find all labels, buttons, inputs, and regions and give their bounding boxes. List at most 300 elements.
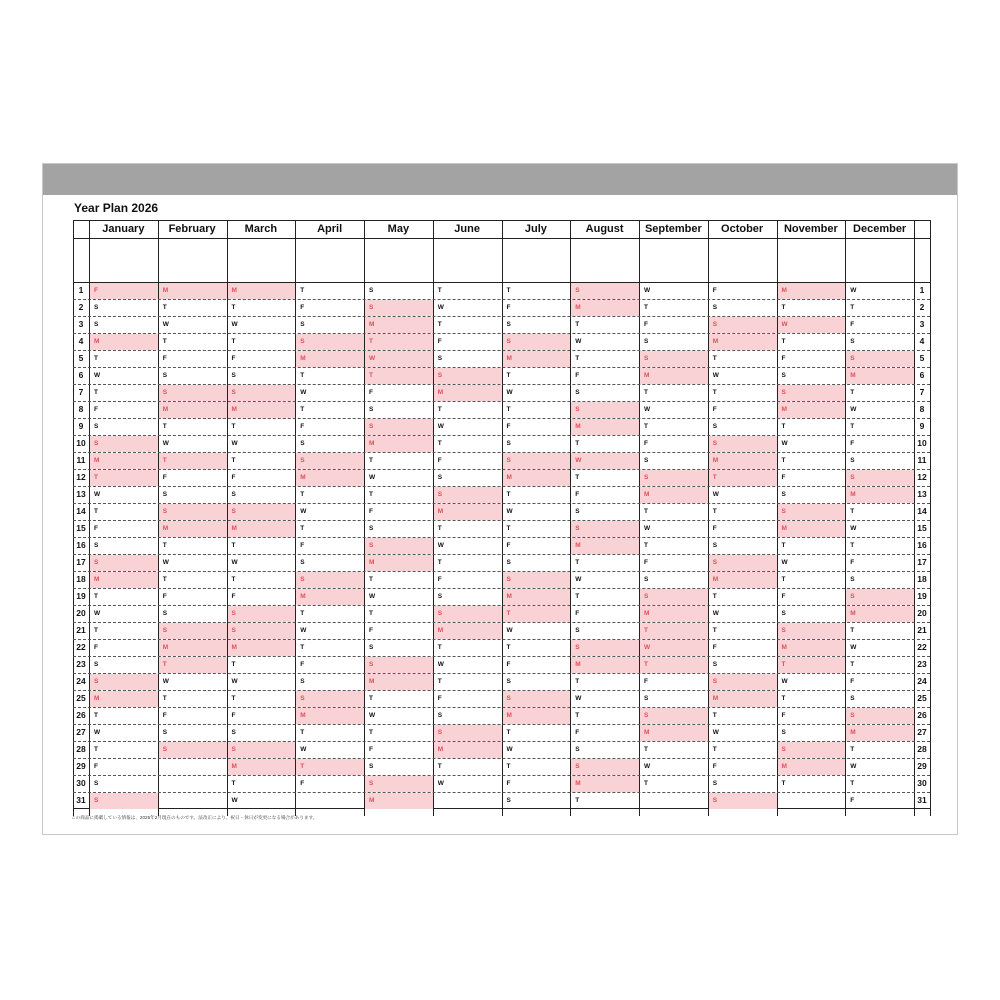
day-cell[interactable] [503,504,571,520]
day-cell[interactable] [228,385,296,401]
day-cell[interactable] [159,283,227,299]
day-cell[interactable] [90,674,158,690]
day-cell[interactable] [228,538,296,554]
day-cell[interactable] [90,283,158,299]
day-cell[interactable] [296,470,364,486]
day-cell[interactable] [159,334,227,350]
day-cell[interactable] [503,334,571,350]
day-cell[interactable] [571,589,639,605]
day-cell[interactable] [365,521,433,537]
day-cell[interactable] [228,300,296,316]
day-cell[interactable] [640,521,708,537]
day-cell[interactable] [503,742,571,758]
day-cell[interactable] [90,436,158,452]
day-cell[interactable] [365,368,433,384]
day-cell[interactable] [159,368,227,384]
day-cell[interactable] [778,487,846,503]
day-cell[interactable] [846,691,914,707]
day-cell[interactable] [778,691,846,707]
day-cell[interactable] [90,368,158,384]
day-cell[interactable] [503,317,571,333]
day-cell[interactable] [709,725,777,741]
day-cell[interactable] [778,572,846,588]
day-cell[interactable] [571,708,639,724]
day-cell[interactable] [228,470,296,486]
day-cell[interactable] [571,776,639,792]
day-cell[interactable] [846,504,914,520]
day-cell[interactable] [640,487,708,503]
day-cell[interactable] [365,793,433,809]
day-cell[interactable] [640,351,708,367]
day-cell[interactable] [709,334,777,350]
day-cell[interactable] [571,368,639,384]
day-cell[interactable] [228,368,296,384]
day-cell[interactable] [640,691,708,707]
day-cell[interactable] [434,402,502,418]
day-cell[interactable] [778,538,846,554]
day-cell[interactable] [159,572,227,588]
day-cell[interactable] [228,640,296,656]
day-cell[interactable] [846,555,914,571]
day-cell[interactable] [296,538,364,554]
day-cell[interactable] [846,283,914,299]
day-cell[interactable] [640,572,708,588]
day-cell[interactable] [228,742,296,758]
day-cell[interactable] [228,453,296,469]
day-cell[interactable] [709,521,777,537]
day-cell[interactable] [434,776,502,792]
day-cell[interactable] [90,793,158,809]
day-cell[interactable] [571,453,639,469]
day-cell[interactable] [503,436,571,452]
day-cell[interactable] [365,300,433,316]
day-cell[interactable] [778,419,846,435]
day-cell[interactable] [365,436,433,452]
day-cell[interactable] [846,623,914,639]
day-cell[interactable] [778,368,846,384]
day-cell[interactable] [365,606,433,622]
day-cell[interactable] [296,623,364,639]
day-cell[interactable] [365,453,433,469]
day-cell[interactable] [846,742,914,758]
day-cell[interactable] [778,657,846,673]
day-cell[interactable] [571,793,639,809]
day-cell[interactable] [846,640,914,656]
day-cell[interactable] [365,487,433,503]
day-cell[interactable] [846,368,914,384]
day-cell[interactable] [571,572,639,588]
day-cell[interactable] [709,691,777,707]
day-cell[interactable] [503,385,571,401]
day-cell[interactable] [571,691,639,707]
day-cell[interactable] [434,759,502,775]
day-cell[interactable] [296,300,364,316]
day-cell[interactable] [709,385,777,401]
day-cell[interactable] [296,606,364,622]
day-cell[interactable] [709,572,777,588]
day-cell[interactable] [90,351,158,367]
day-cell[interactable] [296,572,364,588]
day-cell[interactable] [434,436,502,452]
day-cell[interactable] [778,640,846,656]
day-cell[interactable] [434,708,502,724]
day-cell[interactable] [503,589,571,605]
day-cell[interactable] [571,351,639,367]
day-cell[interactable] [296,742,364,758]
day-cell[interactable] [159,623,227,639]
day-cell[interactable] [90,776,158,792]
day-cell[interactable] [90,470,158,486]
day-cell[interactable] [709,776,777,792]
day-cell[interactable] [778,504,846,520]
day-cell[interactable] [640,776,708,792]
day-cell[interactable] [90,487,158,503]
day-cell[interactable] [571,606,639,622]
day-cell[interactable] [640,657,708,673]
day-cell[interactable] [434,606,502,622]
day-cell[interactable] [365,419,433,435]
day-cell[interactable] [846,538,914,554]
day-cell[interactable] [640,470,708,486]
day-cell[interactable] [778,453,846,469]
day-cell[interactable] [159,351,227,367]
day-cell[interactable] [503,402,571,418]
day-cell[interactable] [90,334,158,350]
day-cell[interactable] [709,453,777,469]
day-cell[interactable] [159,555,227,571]
day-cell[interactable] [571,436,639,452]
day-cell[interactable] [159,640,227,656]
day-cell[interactable] [640,402,708,418]
day-cell[interactable] [159,453,227,469]
day-cell[interactable] [640,419,708,435]
day-cell[interactable] [228,793,296,809]
day-cell[interactable] [434,453,502,469]
day-cell[interactable] [503,708,571,724]
day-cell[interactable] [296,708,364,724]
day-cell[interactable] [571,317,639,333]
day-cell[interactable] [571,759,639,775]
day-cell[interactable] [778,674,846,690]
day-cell[interactable] [503,555,571,571]
day-cell[interactable] [159,300,227,316]
day-cell[interactable] [296,283,364,299]
day-cell[interactable] [228,283,296,299]
day-cell[interactable] [846,793,914,809]
day-cell[interactable] [778,521,846,537]
day-cell[interactable] [365,555,433,571]
day-cell[interactable] [296,776,364,792]
day-cell[interactable] [159,538,227,554]
day-cell[interactable] [159,742,227,758]
day-cell[interactable] [296,504,364,520]
day-cell[interactable] [159,521,227,537]
day-cell[interactable] [434,385,502,401]
day-cell[interactable] [296,419,364,435]
day-cell[interactable] [228,623,296,639]
day-cell[interactable] [846,385,914,401]
day-cell[interactable] [571,674,639,690]
day-cell[interactable] [434,504,502,520]
day-cell[interactable] [846,334,914,350]
day-cell[interactable] [709,674,777,690]
day-cell[interactable] [503,657,571,673]
day-cell[interactable] [640,300,708,316]
day-cell[interactable] [365,283,433,299]
day-cell[interactable] [434,351,502,367]
day-cell[interactable] [640,453,708,469]
day-cell[interactable] [365,317,433,333]
day-cell[interactable] [503,691,571,707]
day-cell[interactable] [296,385,364,401]
day-cell[interactable] [503,351,571,367]
day-cell[interactable] [365,708,433,724]
day-cell[interactable] [778,402,846,418]
day-cell[interactable] [90,453,158,469]
day-cell[interactable] [709,759,777,775]
day-cell[interactable] [503,300,571,316]
day-cell[interactable] [228,725,296,741]
day-cell[interactable] [434,572,502,588]
day-cell[interactable] [365,640,433,656]
day-cell[interactable] [228,759,296,775]
day-cell[interactable] [228,334,296,350]
day-cell[interactable] [434,419,502,435]
day-cell[interactable] [778,334,846,350]
day-cell[interactable] [159,674,227,690]
day-cell[interactable] [778,589,846,605]
day-cell[interactable] [709,589,777,605]
day-cell[interactable] [159,657,227,673]
day-cell[interactable] [571,334,639,350]
day-cell[interactable] [846,487,914,503]
day-cell[interactable] [159,504,227,520]
day-cell[interactable] [434,300,502,316]
day-cell[interactable] [846,419,914,435]
day-cell[interactable] [434,555,502,571]
day-cell[interactable] [90,606,158,622]
day-cell[interactable] [640,623,708,639]
day-cell[interactable] [709,470,777,486]
day-cell[interactable] [571,385,639,401]
day-cell[interactable] [571,504,639,520]
day-cell[interactable] [90,402,158,418]
day-cell[interactable] [159,385,227,401]
day-cell[interactable] [846,708,914,724]
day-cell[interactable] [434,623,502,639]
day-cell[interactable] [296,759,364,775]
day-cell[interactable] [296,674,364,690]
day-cell[interactable] [365,776,433,792]
day-cell[interactable] [571,640,639,656]
day-cell[interactable] [846,776,914,792]
day-cell[interactable] [228,776,296,792]
day-cell[interactable] [228,402,296,418]
day-cell[interactable] [159,606,227,622]
day-cell[interactable] [571,283,639,299]
day-cell[interactable] [503,419,571,435]
day-cell[interactable] [90,419,158,435]
day-cell[interactable] [503,793,571,809]
day-cell[interactable] [640,708,708,724]
day-cell[interactable] [434,521,502,537]
day-cell[interactable] [365,742,433,758]
day-cell[interactable] [365,538,433,554]
day-cell[interactable] [846,589,914,605]
day-cell[interactable] [846,436,914,452]
day-cell[interactable] [709,555,777,571]
day-cell[interactable] [503,487,571,503]
day-cell[interactable] [778,623,846,639]
day-cell[interactable] [846,300,914,316]
day-cell[interactable] [228,419,296,435]
day-cell[interactable] [778,351,846,367]
day-cell[interactable] [640,555,708,571]
day-cell[interactable] [90,538,158,554]
day-cell[interactable] [571,657,639,673]
day-cell[interactable] [846,402,914,418]
day-cell[interactable] [90,708,158,724]
day-cell[interactable] [228,589,296,605]
day-cell[interactable] [778,385,846,401]
day-cell[interactable] [90,317,158,333]
day-cell[interactable] [90,300,158,316]
day-cell[interactable] [709,504,777,520]
day-cell[interactable] [571,538,639,554]
day-cell[interactable] [434,640,502,656]
day-cell[interactable] [159,725,227,741]
day-cell[interactable] [159,436,227,452]
day-cell[interactable] [571,300,639,316]
day-cell[interactable] [434,334,502,350]
day-cell[interactable] [640,640,708,656]
day-cell[interactable] [159,402,227,418]
day-cell[interactable] [90,725,158,741]
day-cell[interactable] [778,436,846,452]
day-cell[interactable] [365,470,433,486]
day-cell[interactable] [640,385,708,401]
day-cell[interactable] [503,606,571,622]
day-cell[interactable] [228,691,296,707]
day-cell[interactable] [296,334,364,350]
day-cell[interactable] [778,742,846,758]
day-cell[interactable] [709,419,777,435]
day-cell[interactable] [503,725,571,741]
day-cell[interactable] [503,470,571,486]
day-cell[interactable] [296,402,364,418]
day-cell[interactable] [640,368,708,384]
day-cell[interactable] [778,606,846,622]
day-cell[interactable] [365,572,433,588]
day-cell[interactable] [640,674,708,690]
day-cell[interactable] [434,283,502,299]
day-cell[interactable] [846,317,914,333]
day-cell[interactable] [296,368,364,384]
day-cell[interactable] [434,742,502,758]
day-cell[interactable] [709,640,777,656]
day-cell[interactable] [365,657,433,673]
day-cell[interactable] [365,402,433,418]
day-cell[interactable] [159,589,227,605]
day-cell[interactable] [228,674,296,690]
day-cell[interactable] [228,521,296,537]
day-cell[interactable] [503,640,571,656]
day-cell[interactable] [709,742,777,758]
day-cell[interactable] [228,555,296,571]
day-cell[interactable] [503,572,571,588]
day-cell[interactable] [365,759,433,775]
day-cell[interactable] [90,521,158,537]
day-cell[interactable] [296,317,364,333]
day-cell[interactable] [571,487,639,503]
day-cell[interactable] [640,589,708,605]
day-cell[interactable] [90,385,158,401]
day-cell[interactable] [709,708,777,724]
day-cell[interactable] [228,572,296,588]
day-cell[interactable] [571,725,639,741]
day-cell[interactable] [159,419,227,435]
day-cell[interactable] [778,759,846,775]
day-cell[interactable] [365,623,433,639]
day-cell[interactable] [90,742,158,758]
day-cell[interactable] [365,351,433,367]
day-cell[interactable] [434,538,502,554]
day-cell[interactable] [228,317,296,333]
day-cell[interactable] [90,504,158,520]
day-cell[interactable] [296,589,364,605]
day-cell[interactable] [571,402,639,418]
day-cell[interactable] [709,317,777,333]
day-cell[interactable] [228,487,296,503]
day-cell[interactable] [90,640,158,656]
day-cell[interactable] [640,334,708,350]
day-cell[interactable] [640,317,708,333]
day-cell[interactable] [228,708,296,724]
day-cell[interactable] [90,623,158,639]
day-cell[interactable] [846,657,914,673]
day-cell[interactable] [778,470,846,486]
day-cell[interactable] [709,623,777,639]
day-cell[interactable] [640,725,708,741]
day-cell[interactable] [640,504,708,520]
day-cell[interactable] [571,623,639,639]
day-cell[interactable] [296,691,364,707]
day-cell[interactable] [503,776,571,792]
day-cell[interactable] [503,521,571,537]
day-cell[interactable] [434,589,502,605]
day-cell[interactable] [159,487,227,503]
day-cell[interactable] [571,742,639,758]
day-cell[interactable] [778,300,846,316]
day-cell[interactable] [296,351,364,367]
day-cell[interactable] [434,317,502,333]
day-cell[interactable] [846,521,914,537]
day-cell[interactable] [640,436,708,452]
day-cell[interactable] [434,674,502,690]
day-cell[interactable] [709,487,777,503]
day-cell[interactable] [228,351,296,367]
day-cell[interactable] [778,776,846,792]
day-cell[interactable] [296,487,364,503]
day-cell[interactable] [503,759,571,775]
day-cell[interactable] [846,572,914,588]
day-cell[interactable] [90,589,158,605]
day-cell[interactable] [778,725,846,741]
day-cell[interactable] [365,589,433,605]
day-cell[interactable] [709,300,777,316]
day-cell[interactable] [846,470,914,486]
day-cell[interactable] [365,504,433,520]
